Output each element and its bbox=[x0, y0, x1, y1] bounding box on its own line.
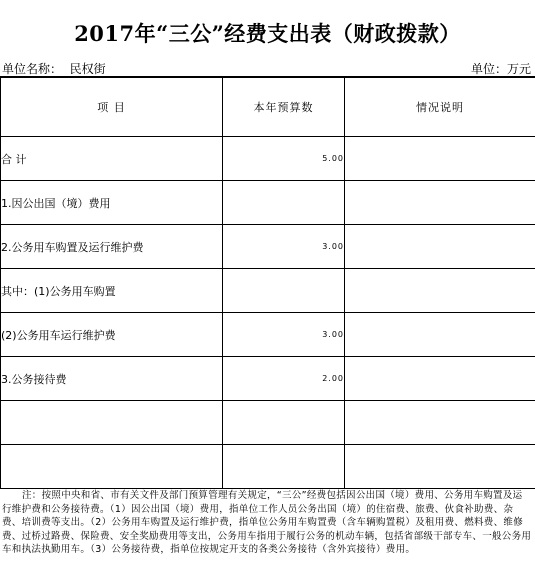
row-item-label: 其中：(1)公务用车购置 bbox=[1, 269, 223, 313]
table-row-total bbox=[1, 137, 535, 181]
footnote: 注：按照中央和省、市有关文件及部门预算管理有关规定，“三公”经费包括因公出国（境）费用、公务用车购置及运行维护费和公务接待费。（1）因公出国（境）费用，指单位工作人员公务出国（境）的住宿费、旅费、伙食补助费、杂费、培训费等支出。（2）公务用车购置及运行维护费，指单位公务用车购置费（含车辆购置税）及租用费、燃料费、维修费、过桥过路费、保险费、安全奖励费用等支出，公务用车指用于履行公务的机动车辆，包括省部级干部专车、一般公务用车和执法执勤用车。（3）公务接待费，指单位按规定开支的各类公务接待（含外宾接待）费用。 bbox=[2, 490, 532, 555]
unit-name-label: 单位名称： bbox=[2, 62, 63, 76]
row-remark bbox=[345, 357, 535, 401]
column-header-item: 项 目 bbox=[1, 77, 223, 137]
row-item-label bbox=[1, 401, 223, 445]
table-row bbox=[1, 313, 535, 357]
table-row bbox=[1, 269, 535, 313]
row-remark bbox=[345, 401, 535, 445]
unit-name-value: 民权街 bbox=[69, 62, 106, 76]
row-budget-value bbox=[223, 445, 345, 489]
table-header-row bbox=[1, 77, 535, 137]
table-row-empty bbox=[1, 401, 535, 445]
table-row bbox=[1, 181, 535, 225]
row-item-label: 1.因公出国（境）费用 bbox=[1, 181, 223, 225]
expense-table-container bbox=[0, 76, 535, 486]
page-title: 2017年“三公”经费支出表（财政拨款） bbox=[74, 21, 461, 46]
table-row bbox=[1, 225, 535, 269]
table-row-empty bbox=[1, 445, 535, 489]
row-budget-value: 5.00 bbox=[223, 137, 345, 181]
expense-table bbox=[0, 76, 535, 489]
report-meta bbox=[0, 60, 535, 74]
row-remark bbox=[345, 225, 535, 269]
row-budget-value bbox=[223, 181, 345, 225]
row-budget-value bbox=[223, 269, 345, 313]
row-item-label bbox=[1, 445, 223, 489]
unit-name-field bbox=[2, 60, 106, 77]
row-remark bbox=[345, 313, 535, 357]
row-budget-value: 3.00 bbox=[223, 313, 345, 357]
row-item-label: 3.公务接待费 bbox=[1, 357, 223, 401]
row-budget-value bbox=[223, 401, 345, 445]
column-header-remarks: 情况说明 bbox=[345, 77, 535, 137]
column-header-budget: 本年预算数 bbox=[223, 77, 345, 137]
row-budget-value: 3.00 bbox=[223, 225, 345, 269]
table-row bbox=[1, 357, 535, 401]
row-remark bbox=[345, 181, 535, 225]
row-item-label: (2)公务用车运行维护费 bbox=[1, 313, 223, 357]
row-budget-value: 2.00 bbox=[223, 357, 345, 401]
row-remark bbox=[345, 269, 535, 313]
row-item-label: 合 计 bbox=[1, 137, 223, 181]
currency-unit: 单位：万元 bbox=[470, 62, 531, 76]
row-remark bbox=[345, 137, 535, 181]
row-item-label: 2.公务用车购置及运行维护费 bbox=[1, 225, 223, 269]
row-remark bbox=[345, 445, 535, 489]
